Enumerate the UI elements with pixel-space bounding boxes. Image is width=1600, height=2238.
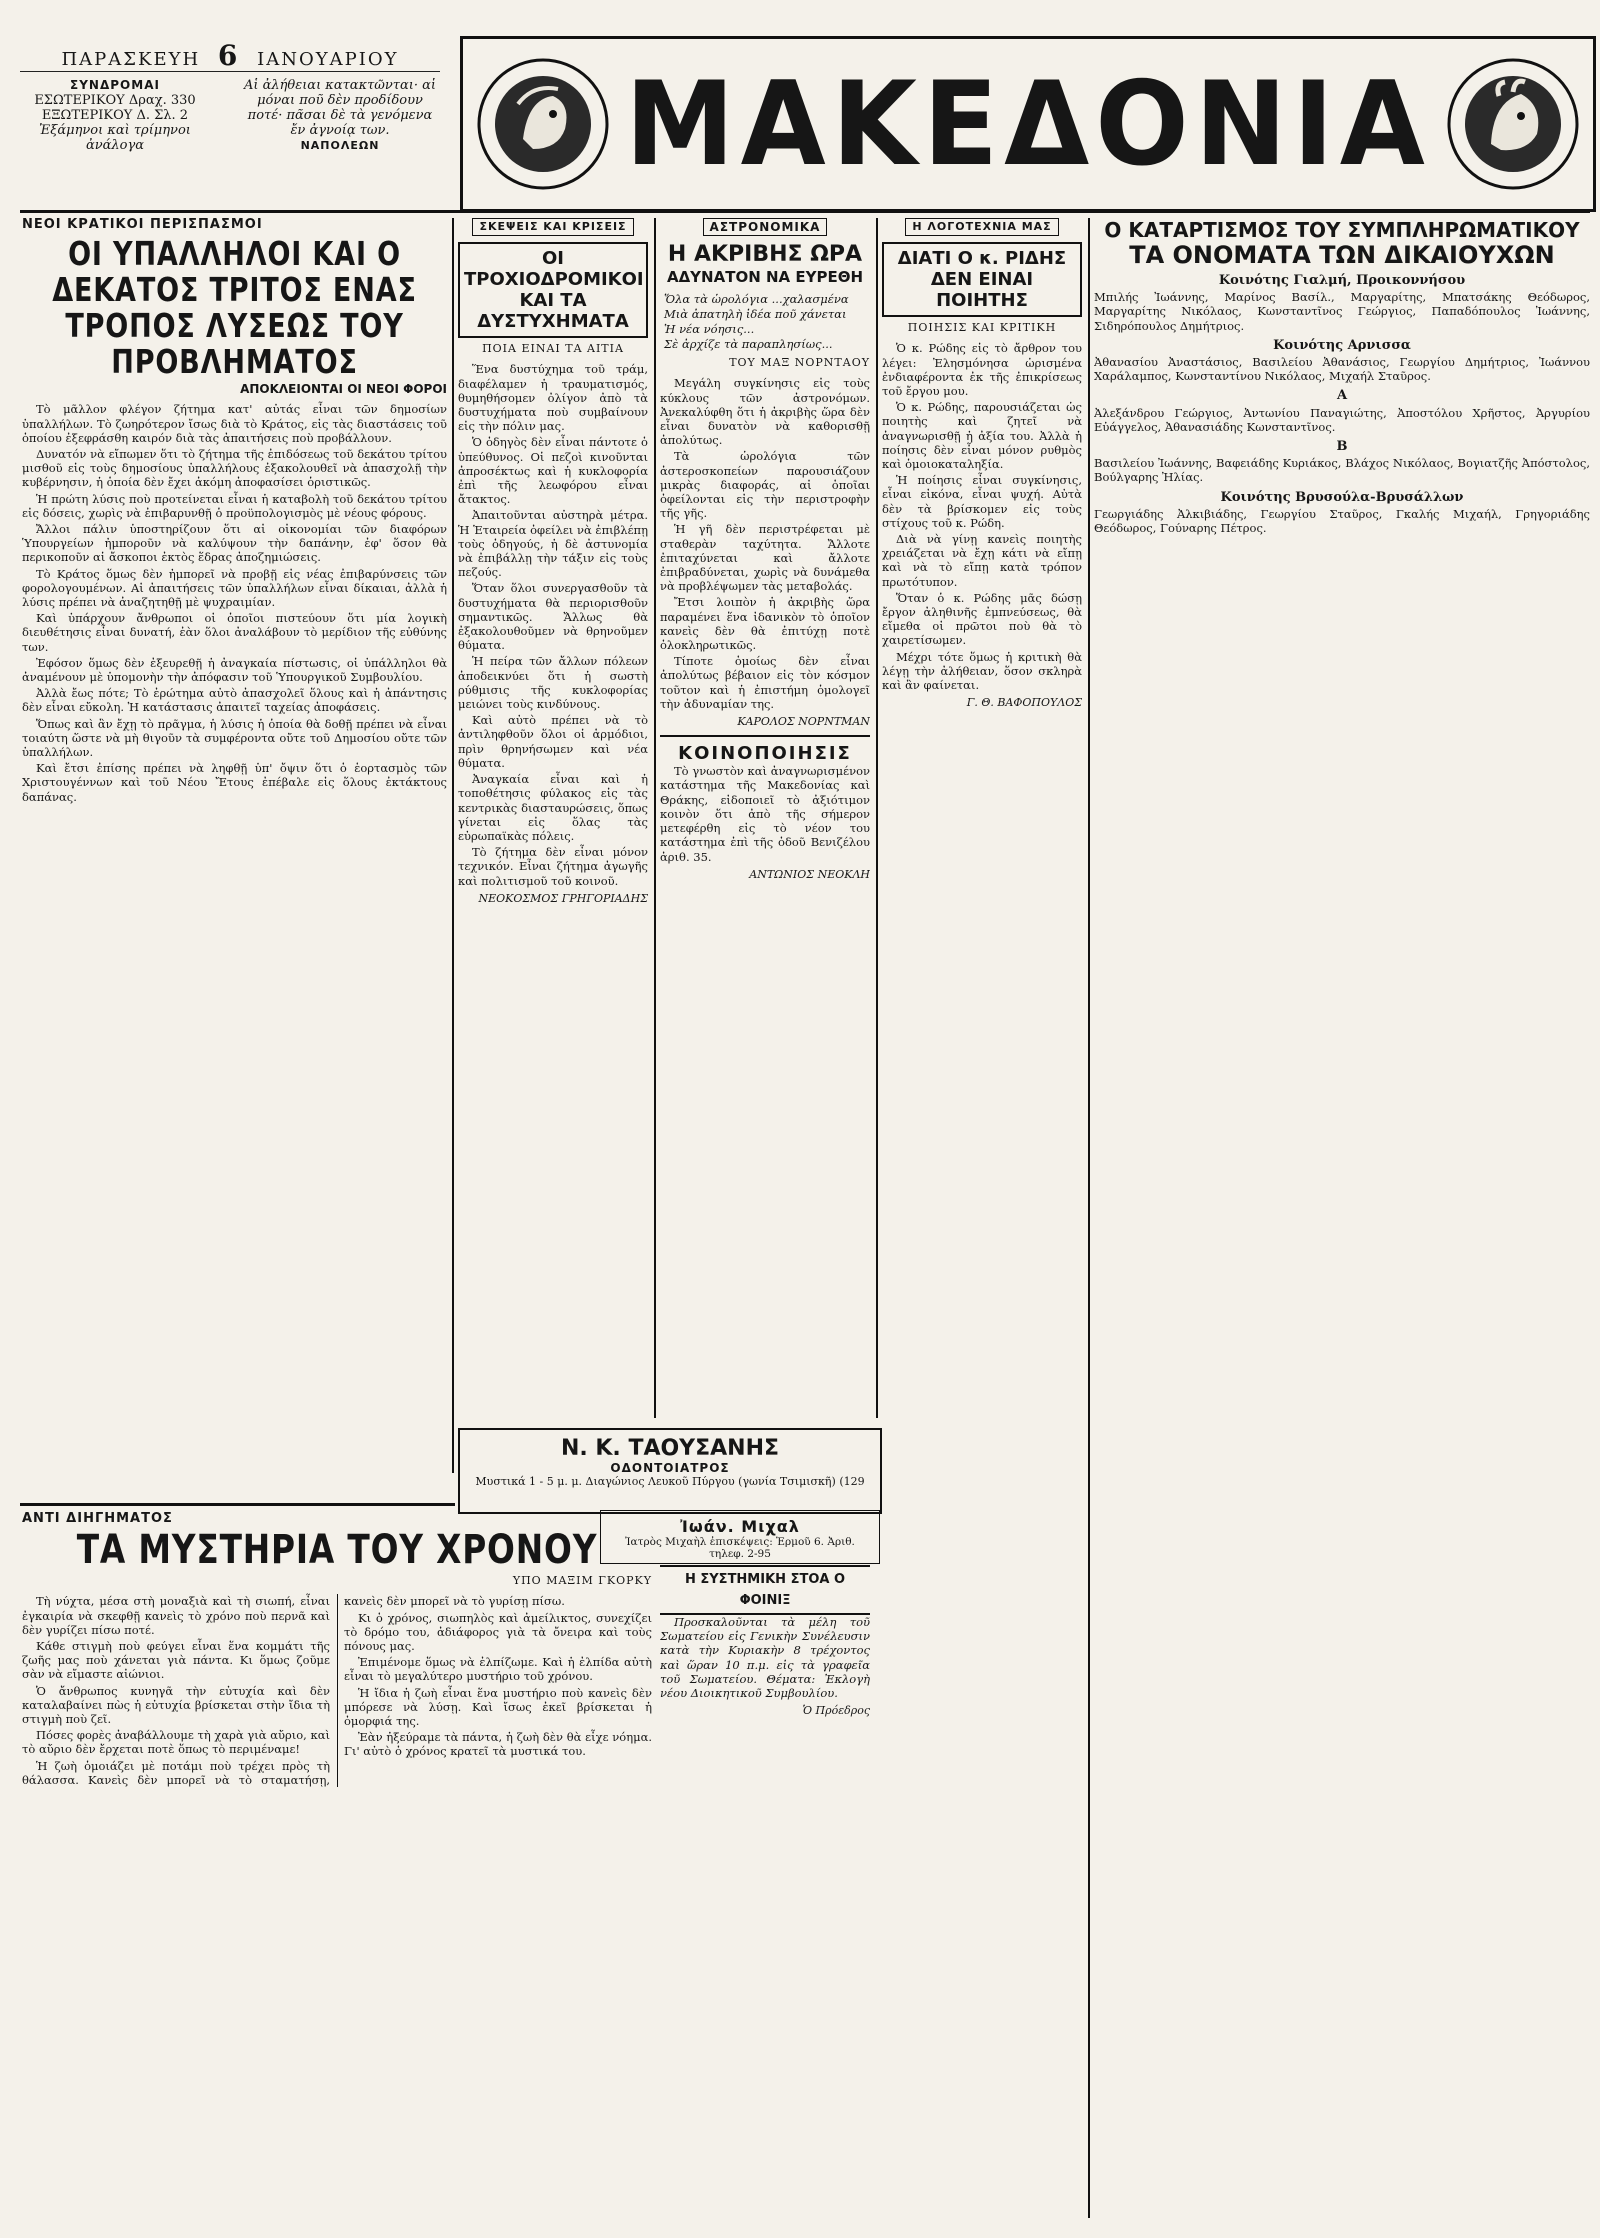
names-list: Βασιλείου Ἰωάννης, Βαφειάδης Κυριάκος, Βλάχος Νικόλαος, Βογιατζῆς Ἀπόστολος, Βούλγαρης Ἠλίας. — [1094, 456, 1590, 485]
paragraph: Ὁ ὁδηγὸς δὲν εἶναι πάντοτε ὁ ὑπεύθυνος. Οἱ πεζοὶ κινοῦνται ἀπροσέκτως καὶ ἡ κυκλοφορία ἐπὶ τῆς λεωφόρου εἶναι ἄτακτος. — [458, 435, 648, 507]
sub-line-2: ΕΞΩΤΕΡΙΚΟΥ Δ. Σλ. 2 — [41, 108, 189, 123]
article-signature: ΚΑΡΟΛΟΣ ΝΟΡΝΤΜΑΝ — [737, 715, 870, 729]
paragraph: Ἡ γῆ δὲν περιστρέφεται μὲ σταθερὰν ταχύτητα. Ἄλλοτε ἐπιταχύνεται καὶ ἄλλοτε ἐπιβραδύνεται, χωρὶς νὰ δυνάμεθα νὰ προβλέψωμεν τὰς μεταβολάς. — [660, 522, 870, 594]
article-signature: ΝΕΟΚΟΣΜΟΣ ΓΡΗΓΟΡΙΑΔΗΣ — [478, 891, 648, 905]
paragraph: Ἀπαιτοῦνται αὐστηρὰ μέτρα. Ἡ Ἑταιρεία ὀφείλει νὰ ἐπιβλέπῃ τοὺς ὁδηγούς, ἡ δὲ ἀστυνομία νὰ ἐπιβάλλῃ τὴν τάξιν εἰς τοὺς πεζούς. — [458, 508, 648, 580]
notice-text: Προσκαλοῦνται τὰ μέλη τοῦ Σωματείου εἰς Γενικὴν Συνέλευσιν κατὰ τὴν Κυριακὴν 8 τρέχοντος καὶ ὥραν 10 π.μ. εἰς τὰ γραφεῖα τοῦ Σωματείου. Θέματα: Ἐκλογὴ νέου Διοικητικοῦ Συμβουλίου. — [660, 1615, 870, 1701]
date-line — [20, 39, 440, 72]
paragraph: Τίποτε ὁμοίως δὲν εἶναι ἀπολύτως βέβαιον εἰς τὸν κόσμον τοῦτον καὶ ἡ ἐπιστήμη ὁμολογεῖ τὴν ἀδυναμίαν της. — [660, 654, 870, 711]
paragraph: Τὸ Κράτος ὅμως δὲν ἠμπορεῖ νὰ προβῇ εἰς νέας ἐπιβαρύνσεις τῶν φορολογουμένων. Αἱ ἀπαιτήσεις τῶν ὑπαλλήλων εἶναι δίκαιαι, ἀλλὰ ἡ λύσις πρέπει νὰ ἀναζητηθῇ μὲ ψυχραιμίαν. — [22, 566, 447, 610]
paragraph: Ὅταν ὅλοι συνεργασθοῦν τὰ δυστυχήματα θὰ περιορισθοῦν σημαντικῶς. Ἄλλως θὰ ἐξακολουθοῦμεν νὰ θρηνοῦμεν θύματα. — [458, 581, 648, 653]
sub-line-1: ΕΣΩΤΕΡΙΚΟΥ Δραχ. 330 — [34, 93, 196, 108]
article-byline: ΤΟΥ ΜΑΞ ΝΟΡΝΤΑΟΥ — [729, 356, 870, 370]
paragraph: Ἔτσι λοιπὸν ἡ ἀκριβὴς ὥρα παραμένει ἕνα ἰδανικὸν τὸ ὁποῖον κανεὶς δὲν θὰ ἐπιτύχῃ ποτὲ ὁλοκληρωτικῶς. — [660, 595, 870, 653]
ad-text: Ἰατρὸς Μιχαὴλ ἐπισκέψεις: Ἑρμοῦ 6. Ἀριθ. τηλεφ. 2-95 — [625, 1536, 855, 1560]
paragraph: Ἡ ἴδια ἡ ζωὴ εἶναι ἕνα μυστήριο ποὺ κανεὶς δὲν μπόρεσε νὰ λύσῃ. Καὶ ἴσως ἐκεῖ βρίσκεται ἡ ὀμορφιά της. — [344, 1685, 652, 1729]
article-headline: Ο ΚΑΤΑΡΤΙΣΜΟΣ ΤΟΥ ΣΥΜΠΛΗΡΩΜΑΤΙΚΟΥ — [1104, 218, 1580, 242]
article-headline: ΤΑ ΜΥΣΤΗΡΙΑ ΤΟΥ ΧΡΟΝΟΥ — [76, 1527, 598, 1574]
article-kicker: ΑΝΤΙ ΔΙΗΓΗΜΑΤΟΣ — [22, 1512, 173, 1526]
article-kicker: ΣΚΕΨΕΙΣ ΚΑΙ ΚΡΙΣΕΙΣ — [472, 218, 633, 236]
paragraph: Ἀναγκαία εἶναι καὶ ἡ τοποθέτησις φύλακος εἰς τὰς κεντρικὰς διασταυρώσεις, ὅπως γίνεται εἰς ὅλας τὰς εὐρωπαϊκὰς πόλεις. — [458, 772, 648, 843]
article-poetry — [882, 218, 1082, 1688]
paragraph: Μέχρι τότε ὅμως ἡ κριτικὴ θὰ λέγῃ τὴν ἀλήθειαν, ὅσον σκληρὰ καὶ ἂν φαίνεται. — [882, 649, 1082, 693]
epigraph-line: Σὲ ἀρχίζε τὰ παραπλησίως... — [664, 337, 833, 352]
names-list: Ἀθανασίου Ἀναστάσιος, Βασιλείου Ἀθανάσιος, Γεωργίου Δημήτριος, Ἰωάννου Χαράλαμπος, Κωνσταντίνου Νικόλαος, Μιχαήλ Σταῦρος. — [1094, 355, 1590, 384]
paragraph: Κι ὁ χρόνος, σιωπηλὸς καὶ ἀμείλικτος, συνεχίζει τὸ δρόμο του, ἀδιάφορος γιὰ τὰ ὄνειρα καὶ τοὺς πόνους μας. — [344, 1610, 652, 1654]
community-heading: Κοινότης Αρνισσα — [1273, 337, 1411, 353]
subscriptions-label: ΣΥΝΔΡΟΜΑΙ — [70, 78, 160, 92]
paragraph: Ὁ κ. Ρώδης εἰς τὸ ἄρθρον του λέγει: Ἐλησμόνησα ὡρισμένα ἐνδιαφέροντα ἐκ τῆς ἐπικρίσεως τοῦ ἔργου μου. — [882, 341, 1082, 399]
newspaper-title: ΜΑΚΕΔΟΝΙΑ — [625, 56, 1431, 192]
article-astronomy — [660, 218, 870, 1418]
article-subheadline: ΑΔΥΝΑΤΟΝ ΝΑ ΕΥΡΕΘΗ — [666, 268, 864, 287]
paragraph: Ἕνα δυστύχημα τοῦ τράμ, διαφέλαμεν ἡ τραυματισμός, θυμηθήσομεν ὀλίγον ἀπὸ τὰ δυστυχήματα ποὺ συμβαίνουν εἰς τὴν πόλιν μας. — [458, 362, 648, 434]
epigraph-line: Ὅλα τὰ ὡρολόγια ...χαλασμένα — [664, 292, 849, 307]
headline-box — [458, 242, 648, 338]
paragraph: Ἐφόσον ὅμως δὲν ἐξευρεθῇ ἡ ἀναγκαία πίστωσις, οἱ ὑπάλληλοι θὰ ἀναμένουν μὲ ὑπομονὴν τὴν ἀπόφασιν τοῦ Ὑπουργικοῦ Συμβουλίου. — [22, 655, 447, 685]
paragraph: Διὰ νὰ γίνῃ κανεὶς ποιητὴς χρειάζεται νὰ ἔχῃ κάτι νὰ εἴπῃ καὶ νὰ τὸ εἴπῃ κατὰ τρόπον πρωτότυπον. — [882, 532, 1082, 589]
dentist-ad — [458, 1428, 882, 1514]
paragraph: Τὸ μᾶλλον φλέγον ζήτημα κατ' αὐτάς εἶναι τῶν δημοσίων ὑπαλλήλων. Τὸ ζωηρότερον ἴσως διὰ τὸ Κράτος, εἰς τὰς διαστάσεις τοῦ ὁποίου ἐξεφράσθη καιρόν διὰ τὰς ἀπαιτήσεις ποὺ προβάλλουν. — [22, 402, 447, 445]
association-notice — [660, 1565, 870, 1765]
paragraph: Πόσες φορὲς ἀναβάλλουμε τὴ χαρὰ γιὰ αὔριο, καὶ τὸ αὔριο δὲν ἔρχεται ποτὲ ὅπως τὸ περιμέναμε! — [22, 1728, 330, 1757]
paragraph: Ἡ πρώτη λύσις ποὺ προτείνεται εἶναι ἡ καταβολὴ τοῦ δεκάτου τρίτου εἰς δόσεις, χωρὶς νὰ ἐπιβαρυνθῇ ὁ προϋπολογισμὸς μὲ νέους φόρους. — [22, 491, 447, 520]
column-divider — [876, 218, 878, 1418]
letter-heading: Β — [1336, 439, 1348, 455]
letter-heading: Α — [1336, 388, 1348, 404]
month-label: ΙΑΝΟΥΑΡΙΟΥ — [257, 49, 399, 70]
paragraph: Τὸ γνωστὸν καὶ ἀναγνωρισμένον κατάστημα τῆς Μακεδονίας καὶ Θράκης, εἰδοποιεῖ τὸ ἀξιότιμον κοινὸν ὅτι ἀπὸ τῆς σήμερον μετεφέρθη εἰς τὸ νέον του κατάστημα ἐπὶ τῆς ὁδοῦ Βενιζέλου ἀριθ. 35. — [660, 764, 870, 864]
column-divider — [1088, 218, 1090, 2218]
notice-title: ΚΟΙΝΟΠΟΙΗΣΙΣ — [678, 743, 852, 765]
paragraph: Ὁ κ. Ρώδης, παρουσιάζεται ὡς ποιητὴς καὶ ζητεῖ νὰ ἀναγνωρισθῇ ἡ ἀξία του. Ἀλλὰ ἡ ποίησις δὲν εἶναι μόνον ρυθμὸς καὶ ὁμοιοκαταληξία. — [882, 400, 1082, 472]
notice-title: Η ΣΥΣΤΗΜΙΚΗ ΣΤΟΑ Ο ΦΟΙΝΙΞ — [660, 1565, 870, 1615]
paragraph: Τὴ νύχτα, μέσα στὴ μοναξιὰ καὶ τὴ σιωπή, εἶναι ἐγκαιρία νὰ σκεφθῇ κανεὶς τὸ χρόνο ποὺ περνᾶ καὶ δὲν γυρίζει πίσω ποτέ. — [22, 1594, 330, 1637]
masthead-quote — [240, 78, 440, 153]
paragraph: Καὶ ἔτσι ἐπίσης πρέπει νὰ ληφθῇ ὑπ' ὄψιν ὅτι ὁ ἑορτασμὸς τῶν Χριστουγέννων καὶ τοῦ Νέου Ἔτους ἐπέβαλε εἰς ὅλους ἐκτάκτους δαπάνας. — [22, 761, 447, 804]
column-divider — [452, 218, 454, 1473]
notice-signature: ΑΝΤΩΝΙΟΣ ΝΕΟΚΛΗ — [749, 867, 870, 881]
masthead-info — [20, 39, 440, 188]
article-beneficiaries — [1094, 218, 1590, 2218]
section-rule — [20, 1503, 455, 1506]
subscription-prices — [20, 78, 210, 153]
epigraph-line: Ἡ νέα νόησις... — [664, 322, 755, 337]
quote-author: ΝΑΠΟΛΕΩΝ — [300, 139, 380, 152]
community-heading: Κοινότης Γιαλμή, Προικοννήσου — [1218, 273, 1466, 288]
article-employees — [22, 218, 447, 1473]
article-headline: ΔΙΑΤΙ Ο κ. ΡΙΔΗΣ ΔΕΝ ΕΙΝΑΙ ΠΟΙΗΤΗΣ — [897, 248, 1067, 312]
ad-number: (129 — [839, 1475, 865, 1488]
column-divider — [654, 218, 656, 1418]
article-signature: Γ. Θ. ΒΑΦΟΠΟΥΛΟΣ — [966, 696, 1082, 710]
article-headline: ΟΙ ΥΠΑΛΛΗΛΟΙ ΚΑΙ Ο ΔΕΚΑΤΟΣ ΤΡΙΤΟΣ ΕΝΑΣ ΤΡΟΠΟΣ ΛΥΣΕΩΣ ΤΟΥ ΠΡΟΒΛΗΜΑΤΟΣ — [52, 234, 417, 382]
paragraph: Μεγάλη συγκίνησις εἰς τοὺς κύκλους τῶν ἀστρονόμων. Ἀνεκαλύφθη ὅτι ἡ ἀκριβὴς ὥρα δὲν εἶναι δυνατὸν νὰ καθορισθῇ ἀπολύτως. — [660, 376, 870, 448]
paragraph: Δυνατόν νὰ εἴπωμεν ὅτι τὸ ζήτημα τῆς ἐπιδόσεως τοῦ δεκάτου τρίτου μισθοῦ εἰς τοὺς δημοσίους ὑπαλλήλους ἐξακολουθεῖ νὰ ἀπασχολῇ τὴν κυβέρνησιν, ἡ ὁποία δὲν ἔχει ἀκόμη ἀποφασίσει ὁριστικῶς. — [22, 447, 447, 490]
article-kicker: Η ΛΟΓΟΤΕΧΝΙΑ ΜΑΣ — [905, 218, 1058, 236]
sub-line-3: Ἐξάμηνοι καὶ τρίμηνοι ἀνάλογα — [39, 123, 191, 153]
paragraph: Τὰ ὡρολόγια τῶν ἀστεροσκοπείων παρουσιάζουν μικρὰς διαφοράς, αἱ ὁποῖαι ὀφείλονται εἰς τὴν περιστροφὴν τῆς γῆς. — [660, 449, 870, 521]
coin-left-icon — [463, 49, 623, 199]
paragraph: Ἀλλὰ ἔως πότε; Τὸ ἐρώτημα αὐτὸ ἀπασχολεῖ ὅλους καὶ ἡ ἀπάντησις δὲν εἶναι εὔκολη. Ἡ κατάστασις ἀπαιτεῖ ταχείας ἀποφάσεις. — [22, 686, 447, 715]
names-list: Μπιλής Ἰωάννης, Μαρίνος Βασίλ., Μαργαρίτης, Μπατσάκης Θεόδωρος, Μαργαρίτης Νικόλαος, Κωνσταντῖνος Γεώργιος, Παπαδόπουλος Ἰωάννης, Σιδηρόπουλος Δημήτριος. — [1094, 290, 1590, 333]
date-number: 6 — [217, 39, 240, 72]
paragraph: Καὶ αὐτὸ πρέπει νὰ τὸ ἀντιληφθοῦν ὅλοι οἱ ἁρμόδιοι, πρὶν θρηνήσωμεν καὶ νέα θύματα. — [458, 713, 648, 770]
notice-signature: Ὁ Πρόεδρος — [802, 1704, 870, 1718]
paragraph: Ἄλλοι πάλιν ὑποστηρίζουν ὅτι αἱ οἰκονομίαι τῶν διαφόρων Ὑπουργείων ἠμποροῦν νὰ καλύψουν τὴν δαπάνην, ἐφ' ὅσον θὰ περικοποῦν αἱ ἄσκοποι ἐκτὸς ἕδρας ἀποζημιώσεις. — [22, 522, 447, 565]
article-deck: ΑΠΟΚΛΕΙΟΝΤΑΙ ΟΙ ΝΕΟΙ ΦΟΡΟΙ — [240, 382, 447, 397]
ad-text — [466, 1475, 874, 1488]
masthead-rule — [20, 210, 1590, 213]
headline-box — [882, 242, 1082, 317]
subscription-block — [20, 78, 440, 153]
article-headline: Η ΑΚΡΙΒΗΣ ΩΡΑ — [667, 242, 863, 268]
quote-text: Αἱ ἀλήθειαι κατακτῶνται· αἱ μόναι ποῦ δὲν προδίδουν ποτέ· πᾶσαι δὲ τὰ γενόμενα ἔν ἀγνοίᾳ των. — [243, 78, 437, 138]
day-label: ΠΑΡΑΣΚΕΥΗ — [61, 49, 201, 70]
paragraph: Κάθε στιγμὴ ποὺ φεύγει εἶναι ἕνα κομμάτι τῆς ζωῆς μας ποὺ χάνεται γιὰ πάντα. Κι ὅμως ζοῦμε σὰν νὰ εἴμαστε αἰώνιοι. — [22, 1639, 330, 1682]
story-columns — [22, 1594, 652, 1787]
ad-address: Μυστικά 1 - 5 μ. μ. Διαγώνιος Λευκοῦ Πύργου (γωνία Τσιμισκῆ) — [475, 1475, 836, 1488]
article-deck: ΠΟΙΗΣΙΣ ΚΑΙ ΚΡΙΤΙΚΗ — [907, 321, 1057, 335]
article-kicker: ΑΣΤΡΟΝΟΜΙΚΑ — [703, 218, 828, 236]
coin-right-icon — [1433, 49, 1593, 199]
paragraph: Ὅταν ὁ κ. Ρώδης μᾶς δώσῃ ἔργον ἀληθινῆς ἐμπνεύσεως, θὰ εἴμεθα οἱ πρῶτοι ποὺ θὰ τὸ χαιρετίσωμεν. — [882, 590, 1082, 648]
epigraph-line: Μιὰ ἀπατηλὴ ἰδέα ποῦ χάνεται — [664, 307, 847, 322]
article-byline: ΥΠΟ ΜΑΞΙΜ ΓΚΟΡΚΥ — [512, 1574, 652, 1588]
names-list: Ἀλεξάνδρου Γεώργιος, Ἀντωνίου Παναγιώτης, Ἀποστόλου Χρῆστος, Ἀργυρίου Εὐάγγελος, Ἀθανασιάδης Κωνσταντῖνος. — [1094, 405, 1590, 434]
article-trams — [458, 218, 648, 1418]
paragraph: Ἡ ποίησις εἶναι συγκίνησις, εἶναι εἰκόνα, εἶναι ψυχή. Αὐτὰ δὲν τὰ βρίσκομεν εἰς τοὺς στίχους τοῦ κ. Ρώδη. — [882, 473, 1082, 530]
names-list: Γεωργιάδης Ἀλκιβιάδης, Γεωργίου Σταῦρος, Γκαλής Μιχαήλ, Γρηγοριάδης Θεόδωρος, Γούναρης Πέτρος. — [1094, 506, 1590, 536]
paragraph: Τὸ ζήτημα δὲν εἶναι μόνον τεχνικόν. Εἶναι ζήτημα ἀγωγῆς καὶ πολιτισμοῦ τοῦ κοινοῦ. — [458, 845, 648, 888]
paragraph: Καὶ ὑπάρχουν ἄνθρωποι οἱ ὁποῖοι πιστεύουν ὅτι μία λογικὴ διευθέτησις εἶναι δυνατή, ἐὰν ὅλοι ἀναλάβουν τὸ μερίδιον τῆς εὐθύνης των. — [22, 611, 447, 654]
paragraph: Ὅπως καὶ ἂν ἔχῃ τὸ πρᾶγμα, ἡ λύσις ἡ ὁποία θὰ δοθῇ πρέπει νὰ εἶναι τοιαύτη ὥστε νὰ μὴ θιγοῦν τὰ συμφέροντα οὔτε τοῦ Δημοσίου οὔτε τῶν ὑπαλλήλων. — [22, 716, 447, 760]
paragraph: Ὁ ἄνθρωπος κυνηγᾶ τὴν εὐτυχία καὶ δὲν καταλαβαίνει πὼς ἡ εὐτυχία βρίσκεται στὴν ἴδια τὴ στιγμὴ ποὺ ζεῖ. — [22, 1683, 330, 1727]
paragraph: Ἡ πείρα τῶν ἄλλων πόλεων ἀποδεικνύει ὅτι ἡ σωστὴ ρύθμισις τῆς κυκλοφορίας μειώνει τοὺς κινδύνους. — [458, 654, 648, 712]
masthead-title-box — [460, 36, 1596, 212]
article-kicker: ΝΕΟΙ ΚΡΑΤΙΚΟΙ ΠΕΡΙΣΠΑΣΜΟΙ — [22, 218, 263, 232]
ad-name: Ν. Κ. ΤΑΟΥΣΑΝΗΣ — [560, 1436, 780, 1461]
paragraph: Ἡ ζωὴ ὁμοιάζει μὲ ποτάμι ποὺ τρέχει πρὸς τὴ θάλασσα. Κανεὶς δὲν μπορεῖ νὰ τὸ σταματήσῃ, κανεὶς δὲν μπορεῖ νὰ τὸ γυρίσῃ πίσω. — [22, 1594, 565, 1787]
ad-title: ΟΔΟΝΤΟΙΑΤΡΟΣ — [610, 1461, 730, 1475]
article-headline: ΟΙ ΤΡΟΧΙΟΔΡΟΜΙΚΟΙ ΚΑΙ ΤΑ ΔΥΣΤΥΧΗΜΑΤΑ — [464, 248, 644, 333]
community-heading: Κοινότης Βρυσούλα-Βρυσάλλων — [1220, 489, 1464, 505]
ad-name: Ἰωάν. Μιχαλ — [680, 1517, 800, 1536]
article-time-mysteries — [22, 1512, 652, 2222]
epigraph — [664, 292, 866, 352]
paragraph: Ἐὰν ἠξεύραμε τὰ πάντα, ἡ ζωὴ δὲν θὰ εἶχε νόημα. Γι' αὐτὸ ὁ χρόνος κρατεῖ τὰ μυστικά του. — [344, 1730, 652, 1759]
article-subheadline: ΤΑ ΟΝΟΜΑΤΑ ΤΩΝ ΔΙΚΑΙΟΥΧΩΝ — [1129, 241, 1555, 269]
paragraph: Ἐπιμένομε ὅμως νὰ ἐλπίζωμε. Καὶ ἡ ἐλπίδα αὐτὴ εἶναι τὸ μεγαλύτερο μυστήριο τοῦ χρόνου. — [344, 1655, 652, 1684]
article-deck: ΠΟΙΑ ΕΙΝΑΙ ΤΑ ΑΙΤΙΑ — [482, 342, 624, 356]
